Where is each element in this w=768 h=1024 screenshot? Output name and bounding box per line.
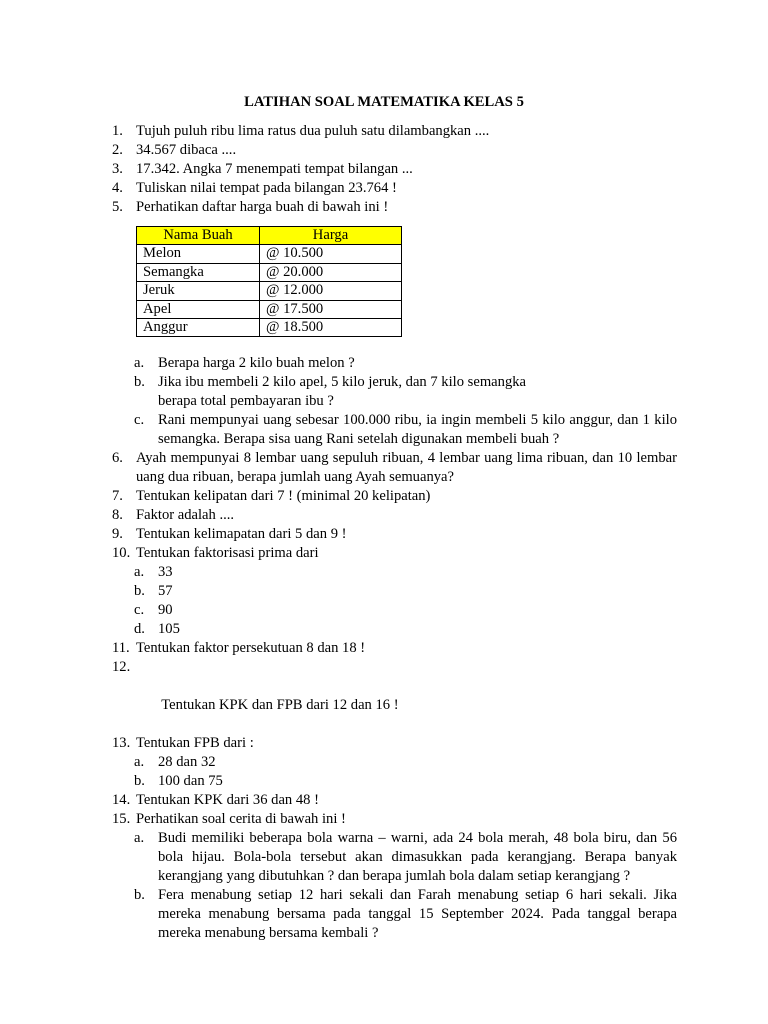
sub-text: Jika ibu membeli 2 kilo apel, 5 kilo jeruk, dan 7 kilo semangka <box>158 374 527 391</box>
question-text: Tentukan kelimapatan dari 5 dan 9 ! <box>136 526 347 543</box>
question-text: Faktor adalah .... <box>136 507 235 524</box>
price-cell: @ 17.500 <box>260 300 402 318</box>
question-list <box>112 122 677 943</box>
question-5c <box>112 411 677 449</box>
question-text: Tentukan faktorisasi prima dari <box>136 545 319 562</box>
question-text: Tentukan KPK dari 36 dan 48 ! <box>136 792 319 809</box>
question-5b-continuation: berapa total pembayaran ibu ? <box>158 393 334 410</box>
sub-text: Budi memiliki beberapa bola warna – warni, ada 24 bola merah, 48 bola biru, dan 56 bola hijau. Bola-bola tersebut akan dimasukkan pada kerangjang. Berapa banyak kerangjang yang dibutuhkan ? dan berapa jumlah bola dalam setiap kerangjang ? <box>158 830 677 885</box>
question-number: 7. <box>112 488 123 505</box>
question-number: 2. <box>112 142 123 158</box>
table-row <box>137 282 402 300</box>
question-6 <box>112 449 677 487</box>
question-number: 9. <box>112 526 123 543</box>
question-text: Tentukan faktor persekutuan 8 dan 18 ! <box>136 640 366 657</box>
sub-letter: b. <box>134 887 145 904</box>
question-number: 6. <box>112 450 123 467</box>
question-number: 11. <box>112 640 130 657</box>
sub-letter: a. <box>134 564 145 581</box>
question-7 <box>112 487 677 506</box>
question-15 <box>112 810 677 829</box>
question-number: 1. <box>112 123 123 139</box>
question-4 <box>112 179 677 198</box>
question-number: 12. <box>112 659 131 676</box>
table-row <box>137 245 402 263</box>
question-9 <box>112 525 677 544</box>
question-10 <box>112 544 677 563</box>
sub-letter: a. <box>134 830 145 847</box>
fruit-name-cell: Anggur <box>137 319 260 337</box>
price-cell: @ 12.000 <box>260 282 402 300</box>
question-text: Tentukan KPK dan FPB dari 12 dan 16 ! <box>157 697 399 714</box>
question-number: 4. <box>112 180 123 196</box>
question-number: 3. <box>112 161 123 177</box>
price-cell: @ 18.500 <box>260 319 402 337</box>
question-1 <box>112 122 677 141</box>
question-5a <box>112 354 677 373</box>
sub-text: Rani mempunyai uang sebesar 100.000 ribu, ia ingin membeli 5 kilo anggur, dan 1 kilo semangka. Berapa sisa uang Rani setelah digunakan membeli buah ? <box>158 412 677 448</box>
sub-letter: b. <box>134 583 145 600</box>
fruit-name-cell: Melon <box>137 245 260 263</box>
sub-letter: c. <box>134 602 145 619</box>
question-10c <box>112 601 677 620</box>
sub-letter: b. <box>134 374 145 391</box>
sub-text: 100 dan 75 <box>158 773 223 790</box>
question-3 <box>112 160 677 179</box>
question-13 <box>112 734 677 753</box>
question-text: 17.342. Angka 7 menempati tempat bilangan ... <box>136 161 413 177</box>
question-10b <box>112 582 677 601</box>
question-number: 14. <box>112 792 131 809</box>
sub-letter: a. <box>134 754 145 771</box>
question-8 <box>112 506 677 525</box>
sub-text: 90 <box>158 602 173 619</box>
question-number: 15. <box>112 811 131 828</box>
sub-text: 105 <box>158 621 180 638</box>
question-13a <box>112 753 677 772</box>
table-header-row <box>137 227 402 245</box>
sub-letter: b. <box>134 773 145 790</box>
question-14 <box>112 791 677 810</box>
sub-letter: c. <box>134 412 145 429</box>
question-10a <box>112 563 677 582</box>
question-15a <box>112 829 677 886</box>
question-11 <box>112 639 677 658</box>
sub-text: 33 <box>158 564 173 581</box>
question-12 <box>112 658 677 734</box>
table-row <box>137 300 402 318</box>
question-number: 10. <box>112 545 131 562</box>
fruit-price-table <box>136 226 402 337</box>
document-title: LATIHAN SOAL MATEMATIKA KELAS 5 <box>244 94 524 110</box>
header-price: Harga <box>260 227 402 245</box>
question-5 <box>112 198 677 217</box>
question-text: Perhatikan daftar harga buah di bawah ini ! <box>136 199 389 215</box>
question-text: Perhatikan soal cerita di bawah ini ! <box>136 811 346 828</box>
table-row <box>137 263 402 281</box>
question-text: Ayah mempunyai 8 lembar uang sepuluh ribuan, 4 lembar uang lima ribuan, dan 10 lembar uang dua ribuan, berapa jumlah uang Ayah semuanya? <box>136 450 677 486</box>
question-text: Tuliskan nilai tempat pada bilangan 23.764 ! <box>136 180 397 196</box>
question-5b <box>112 373 677 392</box>
question-text: Tentukan kelipatan dari 7 ! (minimal 20 kelipatan) <box>136 488 431 505</box>
fruit-name-cell: Semangka <box>137 263 260 281</box>
question-text: Tentukan FPB dari : <box>136 735 254 752</box>
question-number: 13. <box>112 735 131 752</box>
header-fruit-name: Nama Buah <box>137 227 260 245</box>
fruit-name-cell: Jeruk <box>137 282 260 300</box>
price-cell: @ 10.500 <box>260 245 402 263</box>
question-number: 8. <box>112 507 123 524</box>
price-cell: @ 20.000 <box>260 263 402 281</box>
table-row <box>137 319 402 337</box>
sub-letter: d. <box>134 621 145 638</box>
question-number: 5. <box>112 199 123 215</box>
sub-text: Berapa harga 2 kilo buah melon ? <box>158 355 355 372</box>
sub-text: Fera menabung setiap 12 hari sekali dan Farah menabung setiap 6 hari sekali. Jika mereka menabung bersama pada tanggal 15 September 2024. Pada tanggal berapa mereka menabung bersama kembali ? <box>158 887 677 942</box>
question-10d <box>112 620 677 639</box>
sub-letter: a. <box>134 355 145 372</box>
question-2 <box>112 141 677 160</box>
fruit-name-cell: Apel <box>137 300 260 318</box>
question-15b <box>112 886 677 943</box>
question-text: 34.567 dibaca .... <box>136 142 237 158</box>
sub-text: 28 dan 32 <box>158 754 216 771</box>
question-13b <box>112 772 677 791</box>
sub-text: 57 <box>158 583 173 600</box>
question-text: Tujuh puluh ribu lima ratus dua puluh satu dilambangkan .... <box>136 123 490 139</box>
